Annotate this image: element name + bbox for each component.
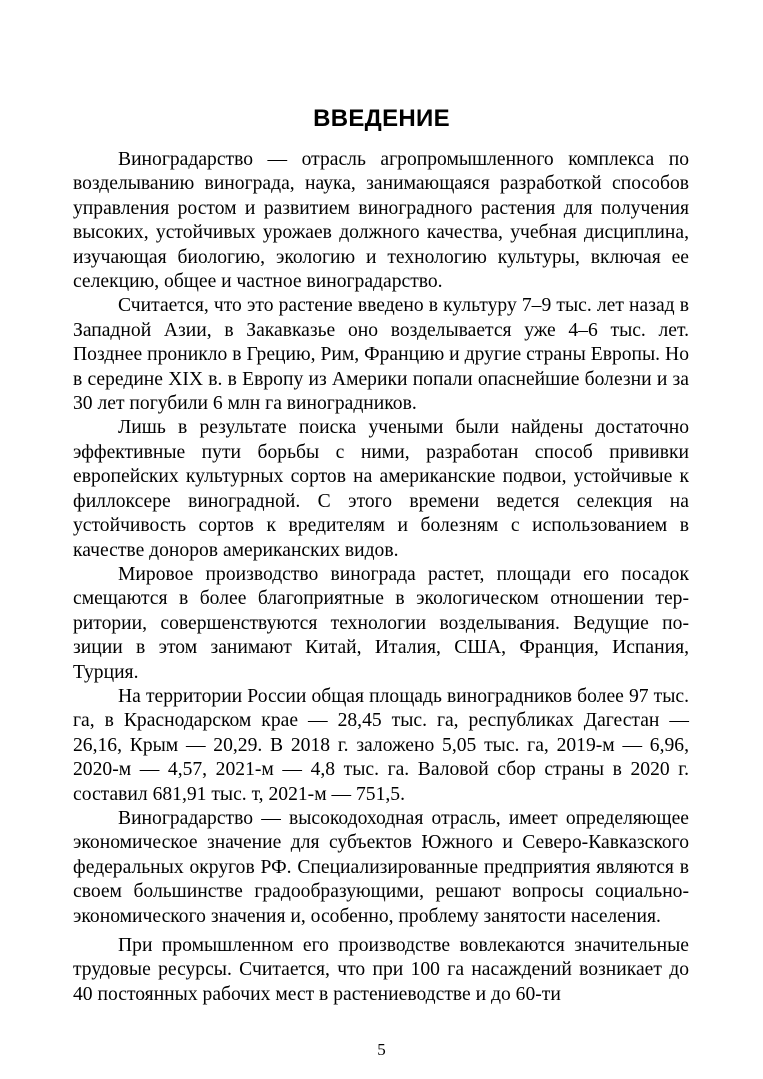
chapter-heading: ВВЕДЕНИЕ — [313, 105, 450, 132]
paragraph: Считается, что это растение введено в культуру 7–9 тыс. лет назад в Западной Азии, в Закавказье оно возделывается уже 4–6 тыс. лет. Позднее проникло в Грецию, Рим, Францию и другие страны Европы. Но в середине XIX в. в Европу из Америки попали опаснейшие болезни и за 30 лет погубили 6 млн га виноградников. — [73, 295, 689, 415]
paragraph: Лишь в результате поиска учеными были найдены достаточно эффективные пути борьбы с ними, разработан способ прививки европейских культурных сортов на американские подвои, устойчивые к филлоксере виноградной. С этого времени ведется селекция на устойчивость сортов к вредителям и болезням с использованием в качестве доноров американских видов. — [73, 417, 689, 561]
page-number: 5 — [377, 1040, 386, 1059]
body-text — [73, 148, 689, 1007]
paragraph: Виноградарство — отрасль агропромышленного комплекса по возделыванию винограда, наука, занимающаяся разработкой способов управления ростом и развитием виноградного растения для получения высоких, устойчивых урожаев должного качества, учебная дисциплина, изучающая биологию, экологию и технологию культуры, включая ее селекцию, общее и частное виноградарство. — [73, 149, 689, 293]
paragraph: При промышленном его производстве вовлекаются значительные трудовые ресурсы. Считается, что при 100 га насаждений возникает до 40 постоянных рабочих мест в растениеводстве и до 60-ти — [73, 935, 689, 1005]
paragraph: Виноградарство — высокодоходная отрасль, имеет определяющее экономическое значение для субъектов Южного и Северо-Кавказского федеральных округов РФ. Специализированные предприятия являются в своем большинстве градообразующими, решают вопросы социально-экономического значения и, особенно, проблему занятости населения. — [73, 807, 689, 927]
paragraph: Мировое производство винограда растет, площади его посадок смещаются в более благоприятные в экологическом отношении территории, совершенствуются технологии возделывания. Ведущие позиции в этом занимают Китай, Италия, США, Франция, Испания, Турция. — [73, 563, 689, 683]
paragraph: На территории России общая площадь виноградников более 97 тыс. га, в Краснодарском крае — 28,45 тыс. га, республиках Дагестан — 26,16, Крым — 20,29. В 2018 г. заложено 5,05 тыс. га, 2019-м — 6,96, 2020-м — 4,57, 2021-м — 4,8 тыс. га. Валовой сбор страны в 2020 г. составил 681,91 тыс. т, 2021-м — 751,5. — [73, 685, 689, 805]
